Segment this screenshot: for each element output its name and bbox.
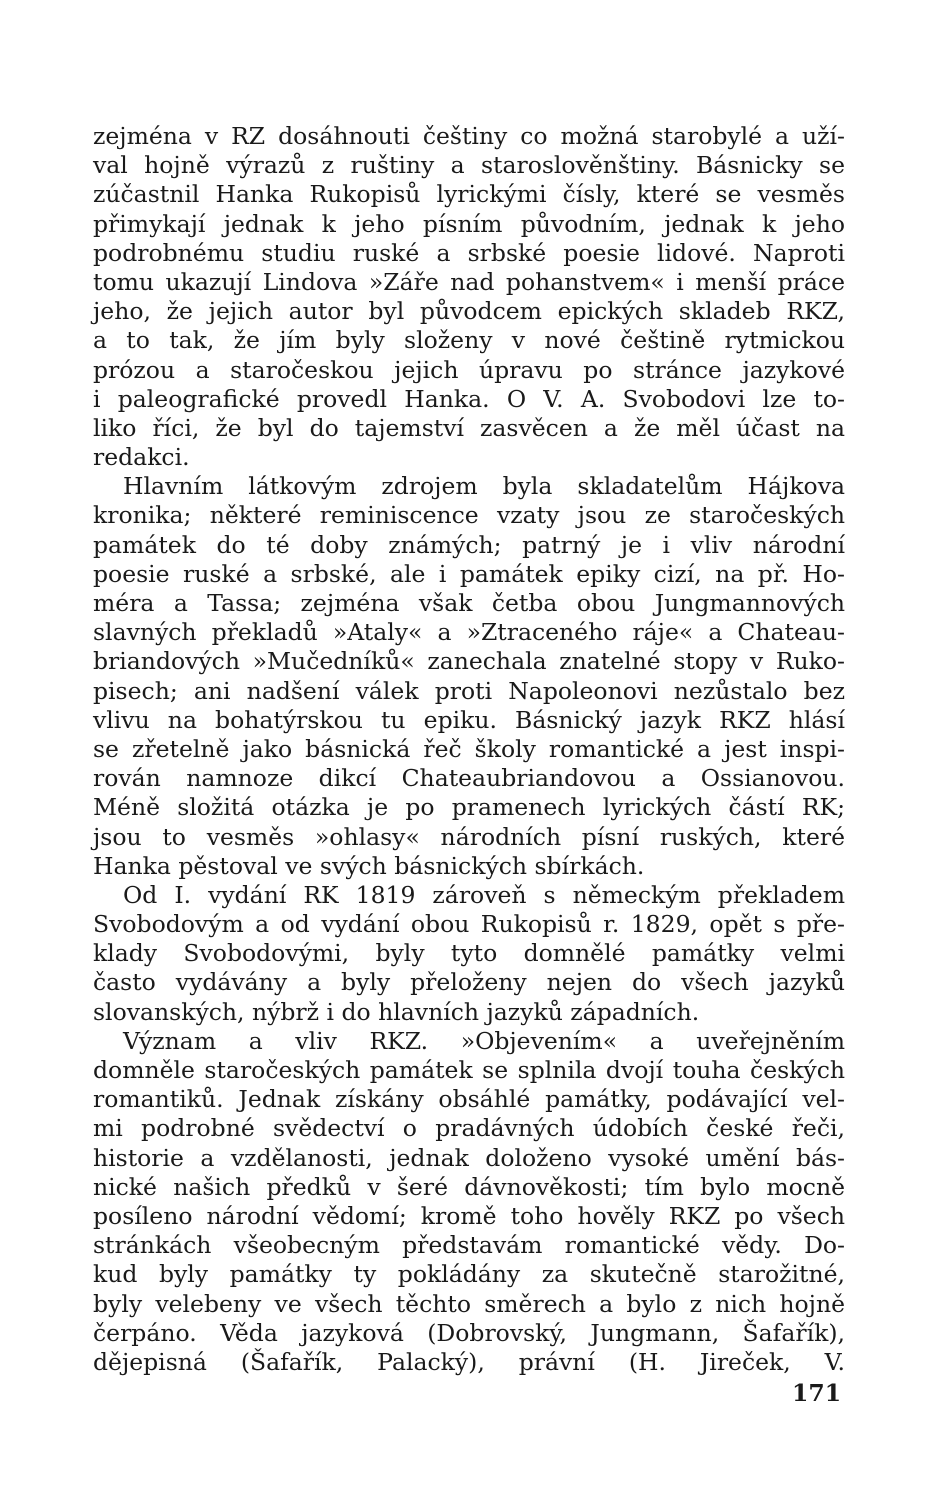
text-line: redakci. — [93, 443, 190, 472]
text-line: klady Svobodovými, byly tyto domnělé památky velmi — [93, 939, 845, 968]
text-line: jeho, že jejich autor byl původcem epických skladeb RKZ, — [93, 297, 845, 326]
text-line: poesie ruské a srbské, ale i památek epiky cizí, na př. Ho- — [93, 559, 845, 588]
text-line: byly velebeny ve všech těchto směrech a bylo z nich hojně — [93, 1289, 845, 1318]
text-line: často vydávány a byly přeloženy nejen do všech jazyků — [93, 968, 845, 997]
text-line: zejména v RZ dosáhnouti češtiny co možná starobylé a uží- — [93, 122, 845, 150]
text-line: posíleno národní vědomí; kromě toho hověly RKZ po všech — [93, 1201, 845, 1230]
text-line: slavných překladů »Ataly« a »Ztraceného ráje« a Chateau- — [93, 618, 845, 647]
text-line: vlivu na bohatýrskou tu epiku. Básnický jazyk RKZ hlásí — [93, 705, 845, 734]
text-line: se zřetelně jako básnická řeč školy romantické a jest inspi- — [93, 734, 845, 763]
text-line: Od I. vydání RK 1819 zároveň s německým překladem — [123, 880, 845, 909]
text-line: i paleografické provedl Hanka. O V. A. Svobodovi lze to- — [93, 384, 845, 413]
text-line: zúčastnil Hanka Rukopisů lyrickými čísly, které se vesměs — [93, 180, 845, 209]
text-line: podrobnému studiu ruské a srbské poesie lidové. Naproti — [93, 238, 845, 267]
text-line: romantiků. Jednak získány obsáhlé památky, podávající vel- — [93, 1085, 845, 1114]
text-line: prózou a staročeskou jejich úpravu po stránce jazykové — [93, 355, 845, 384]
text-line: Hlavním látkovým zdrojem byla skladatelům Hájkova — [123, 472, 845, 501]
text-line: méra a Tassa; zejména však četba obou Jungmannových — [93, 589, 845, 617]
paragraph — [93, 881, 845, 1027]
text-line: mi podrobné svědectví o pradávných údobích české řeči, — [93, 1114, 845, 1143]
text-line: val hojně výrazů z ruštiny a staroslověnštiny. Básnicky se — [93, 151, 845, 180]
text-line: kronika; některé reminiscence vzaty jsou ze staročeských — [93, 501, 845, 530]
text-line: Svobodovým a od vydání obou Rukopisů r. 1829, opět s pře- — [93, 910, 845, 939]
text-line: pisech; ani nadšení válek proti Napoleonovi nezůstalo bez — [93, 676, 845, 705]
text-line: dějepisná (Šafařík, Palacký), právní (H. Jireček, V. — [93, 1347, 845, 1376]
text-line: slovanských, nýbrž i do hlavních jazyků západních. — [93, 997, 700, 1026]
text-line: liko říci, že byl do tajemství zasvěcen a že měl účast na — [93, 413, 845, 442]
paragraph — [93, 1027, 845, 1377]
text-line: jsou to vesměs »ohlasy« národních písní ruských, které — [93, 822, 845, 851]
text-line: památek do té doby známých; patrný je i vliv národní — [93, 530, 845, 559]
text-line: rován namnoze dikcí Chateaubriandovou a Ossianovou. — [93, 764, 845, 793]
paragraph — [93, 122, 845, 472]
paragraph — [93, 472, 845, 881]
text-line: Méně složitá otázka je po pramenech lyrických částí RK; — [93, 793, 845, 822]
text-line: tomu ukazují Lindova »Záře nad pohanstvem« i menší práce — [93, 267, 845, 296]
body-text — [93, 122, 845, 1377]
text-line: Význam a vliv RKZ. »Objevením« a uveřejněním — [123, 1026, 845, 1055]
page-number: 171 — [792, 1379, 842, 1407]
text-line: domněle staročeských památek se splnila dvojí touha českých — [93, 1056, 845, 1084]
text-line: přimykají jednak k jeho písním původním, jednak k jeho — [93, 209, 845, 238]
text-line: briandových »Mučedníků« zanechala znatelné stopy v Ruko- — [93, 647, 845, 676]
text-line: Hanka pěstoval ve svých básnických sbírkách. — [93, 851, 645, 880]
text-line: kud byly památky ty pokládány za skutečně starožitné, — [93, 1260, 845, 1289]
text-line: a to tak, že jím byly složeny v nové češtině rytmickou — [93, 326, 845, 355]
text-line: čerpáno. Věda jazyková (Dobrovský, Jungmann, Šafařík), — [93, 1318, 845, 1347]
text-line: historie a vzdělanosti, jednak doloženo vysoké umění bás- — [93, 1143, 845, 1172]
text-line: nické našich předků v šeré dávnověkosti; tím bylo mocně — [93, 1172, 845, 1201]
text-line: stránkách všeobecným představám romantické vědy. Do- — [93, 1231, 845, 1260]
